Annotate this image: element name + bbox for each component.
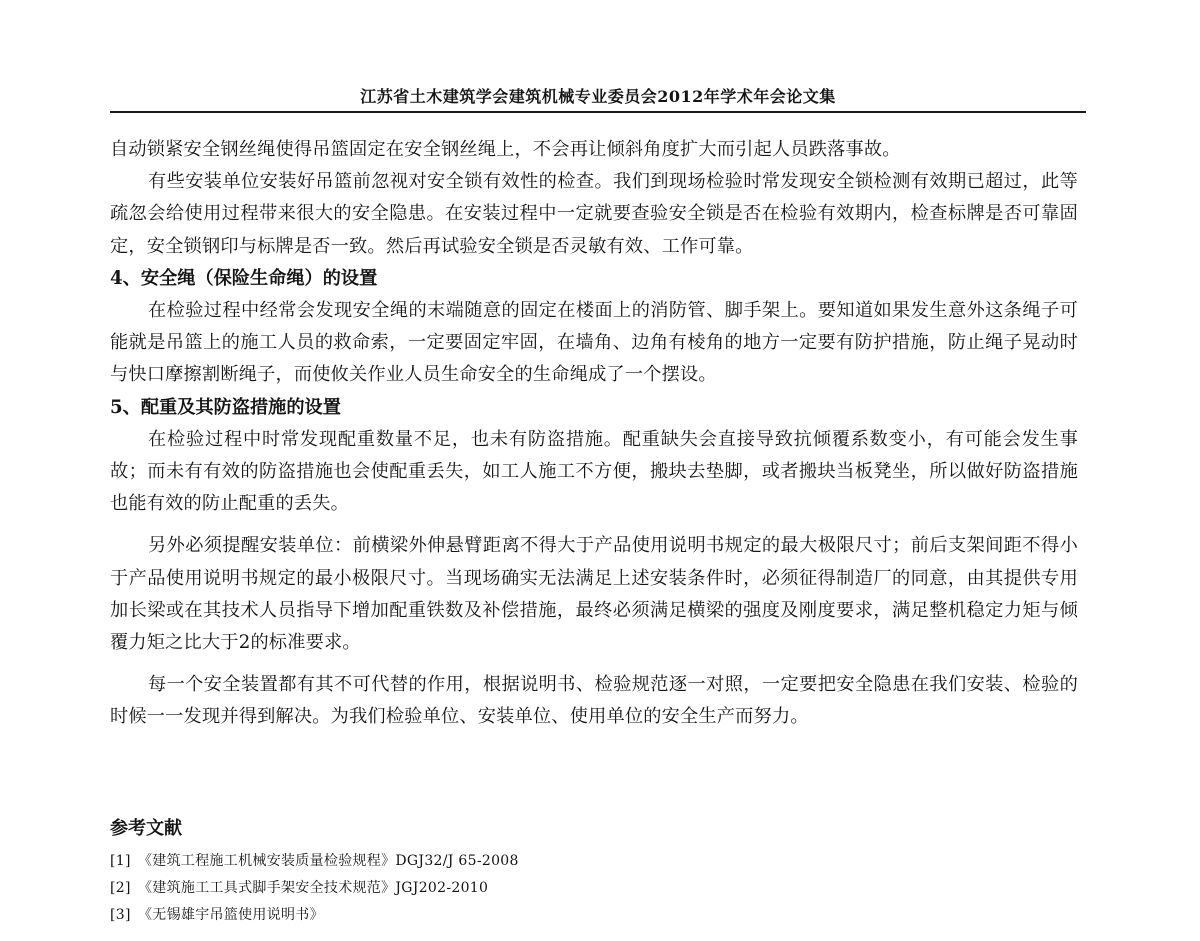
paragraph-installation-reminder: 另外必须提醒安装单位：前横梁外伸悬臂距离不得大于产品使用说明书规定的最大极限尺寸；前后支架间距不得小于产品使用说明书规定的最小极限尺寸。当现场确实无法满足上述安装条件时，必须征得制造厂的同意，由其提供专用加长梁或在其技术人员指导下增加配重铁数及补偿措施，最终必须满足横梁的强度及刚度要求，满足整机稳定力矩与倾覆力矩之比大于2的标准要求。 — [110, 535, 1078, 654]
reference-item — [110, 902, 1010, 929]
paragraph-counterweight: 在检验过程中时常发现配重数量不足，也未有防盗措施。配重缺失会直接导致抗倾覆系数变小，有可能会发生事故；而未有有效的防盗措施也会使配重丢失，如工人施工不方便，搬块去垫脚，或者搬块当板凳坐，所以做好防盗措施也能有效的防止配重的丢失。 — [110, 428, 1078, 515]
reference-text: 《建筑工程施工机械安装质量检验规程》DGJ32/J 65-2008 — [138, 853, 519, 869]
references-title: 参考文献 — [110, 818, 182, 839]
reference-item — [110, 875, 1010, 902]
paragraph-conclusion: 每一个安全装置都有其不可代替的作用，根据说明书、检验规范逐一对照，一定要把安全隐患在我们安装、检验的时候一一发现并得到解决。为我们检验单位、安装单位、使用单位的安全生产而努力。 — [110, 674, 1078, 728]
paragraph-continuation: 自动锁紧安全钢丝绳使得吊篮固定在安全钢丝绳上，不会再让倾斜角度扩大而引起人员跌落事故。 — [110, 139, 901, 160]
paragraph-safety-lock-check: 有些安装单位安装好吊篮前忽视对安全锁有效性的检查。我们到现场检验时常发现安全锁检测有效期已超过，此等疏忽会给使用过程带来很大的安全隐患。在安装过程中一定就要查验安全锁是否在检验有效期内，检查标牌是否可靠固定，安全锁钢印与标牌是否一致。然后再试验安全锁是否灵敏有效、工作可靠。 — [110, 171, 1078, 257]
reference-text: 《建筑施工工具式脚手架安全技术规范》JGJ202-2010 — [138, 880, 489, 896]
reference-number: [1] — [110, 853, 131, 869]
reference-text: 《无锡雄宇吊篮使用说明书》 — [138, 907, 324, 923]
paragraph-safety-rope: 在检验过程中经常会发现安全绳的末端随意的固定在楼面上的消防管、脚手架上。要知道如果发生意外这条绳子可能就是吊篮上的施工人员的救命索，一定要固定牢固，在墙角、边角有棱角的地方一定要有防护措施，防止绳子晃动时与快口摩擦割断绳子，而使攸关作业人员生命安全的生命绳成了一个摆设。 — [110, 300, 1078, 386]
reference-number: [2] — [110, 880, 131, 896]
reference-number: [3] — [110, 907, 131, 923]
references-section — [110, 816, 1010, 929]
body-text — [110, 134, 1078, 734]
header-rule — [110, 111, 1086, 113]
section-heading-5: 5、配重及其防盗措施的设置 — [110, 396, 341, 418]
references-list — [110, 848, 1010, 929]
running-header: 江苏省土木建筑学会建筑机械专业委员会2012年学术年会论文集 — [360, 87, 836, 106]
section-heading-4: 4、安全绳（保险生命绳）的设置 — [110, 267, 378, 289]
reference-item — [110, 848, 1010, 875]
